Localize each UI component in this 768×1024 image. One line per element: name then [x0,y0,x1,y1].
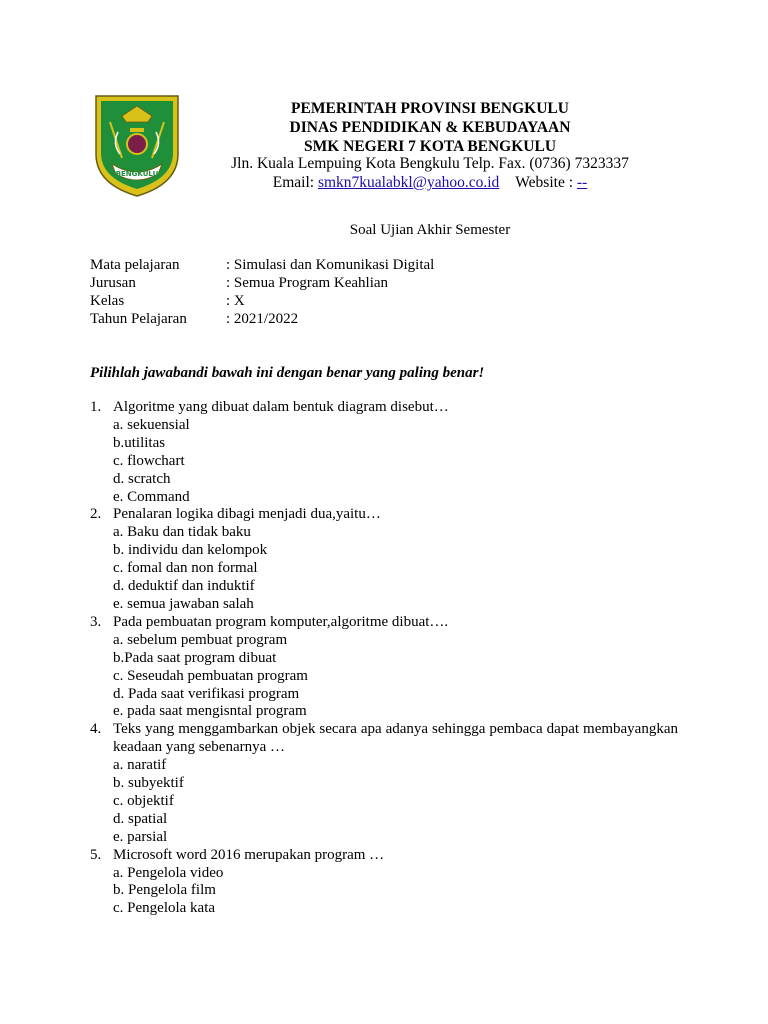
question-number: 4. [90,721,102,738]
question-item [90,506,678,613]
info-value: : Simulasi dan Komunikasi Digital [226,257,435,273]
info-label: Mata pelajaran [90,257,180,273]
letterhead-contact [200,174,660,192]
answer-option: a. sekuensial [113,416,190,433]
answer-option: c. flowchart [113,452,185,469]
question-text: Penalaran logika dibagi menjadi dua,yaitu… [113,506,381,523]
question-number: 3. [90,613,102,630]
info-label: Tahun Pelajaran [90,311,187,327]
website-link[interactable]: -- [576,174,588,191]
exam-title: Soal Ujian Akhir Semester [349,222,511,238]
info-row-major [90,274,490,292]
question-number: 2. [90,506,102,523]
letterhead-address: Jln. Kuala Lempuing Kota Bengkulu Telp. Fax. (0736) 7323337 [231,155,629,172]
info-row-year [90,310,490,328]
info-label: Jurusan [90,275,136,291]
answer-option: b.Pada saat program dibuat [113,649,277,666]
question-item [90,721,678,846]
question-text: Microsoft word 2016 merupakan program … [113,846,385,863]
info-value: : Semua Program Keahlian [226,275,389,291]
answer-option: a. Baku dan tidak baku [113,524,251,541]
answer-option: e. semua jawaban salah [113,595,254,612]
exam-info-table [90,256,490,328]
exam-instruction: Pilihlah jawabandi bawah ini dengan benar yang paling benar! [90,365,485,381]
email-label: Email: [272,174,318,191]
answer-option: e. parsial [113,828,168,845]
province-emblem-logo [92,92,182,198]
answer-option: c. Pengelola kata [113,900,216,917]
info-row-class [90,292,490,310]
logo-text: BENGKULU [115,170,159,178]
answer-option: d. deduktif dan induktif [113,578,255,595]
question-item [90,399,678,506]
answer-option: a. Pengelola video [113,864,224,881]
question-list [90,399,678,918]
answer-option: a. naratif [113,757,167,774]
question-number: 5. [90,846,102,863]
question-text: Pada pembuatan program komputer,algoritme dibuat…. [113,613,449,630]
info-row-subject [90,256,490,274]
email-link[interactable]: smkn7kualabkl@yahoo.co.id [317,174,500,191]
answer-option: c. fomal dan non formal [113,560,258,577]
answer-option: b.utilitas [113,434,166,451]
answer-option: d. Pada saat verifikasi program [113,685,300,702]
answer-option: d. spatial [113,810,168,827]
answer-option: e. pada saat mengisntal program [113,703,307,720]
letterhead-school-name: SMK NEGERI 7 KOTA BENGKULU [303,138,557,155]
question-text: Teks yang menggambarkan objek secara apa adanya sehingga pembaca dapat membayangkan keadaan yang sebenarnya … [113,721,678,756]
answer-option: b. Pengelola film [113,882,216,899]
answer-option: a. sebelum pembuat program [113,631,288,648]
question-item [90,847,678,919]
question-text: Algoritme yang dibuat dalam bentuk diagram disebut… [113,399,449,415]
answer-option: c. Seseudah pembuatan program [113,667,308,684]
answer-option: b. subyektif [113,775,184,792]
letterhead-province: PEMERINTAH PROVINSI BENGKULU [291,100,569,117]
info-label: Kelas [90,293,125,309]
info-value: : X [226,293,245,309]
question-item [90,614,678,721]
info-value: : 2021/2022 [226,311,299,327]
answer-option: c. objektif [113,792,174,809]
question-number: 1. [90,399,102,415]
letterhead-department: DINAS PENDIDIKAN & KEBUDAYAAN [289,119,571,136]
answer-option: e. Command [113,488,190,505]
answer-option: b. individu dan kelompok [113,542,268,559]
website-label: Website : [515,174,577,191]
answer-option: d. scratch [113,470,171,487]
